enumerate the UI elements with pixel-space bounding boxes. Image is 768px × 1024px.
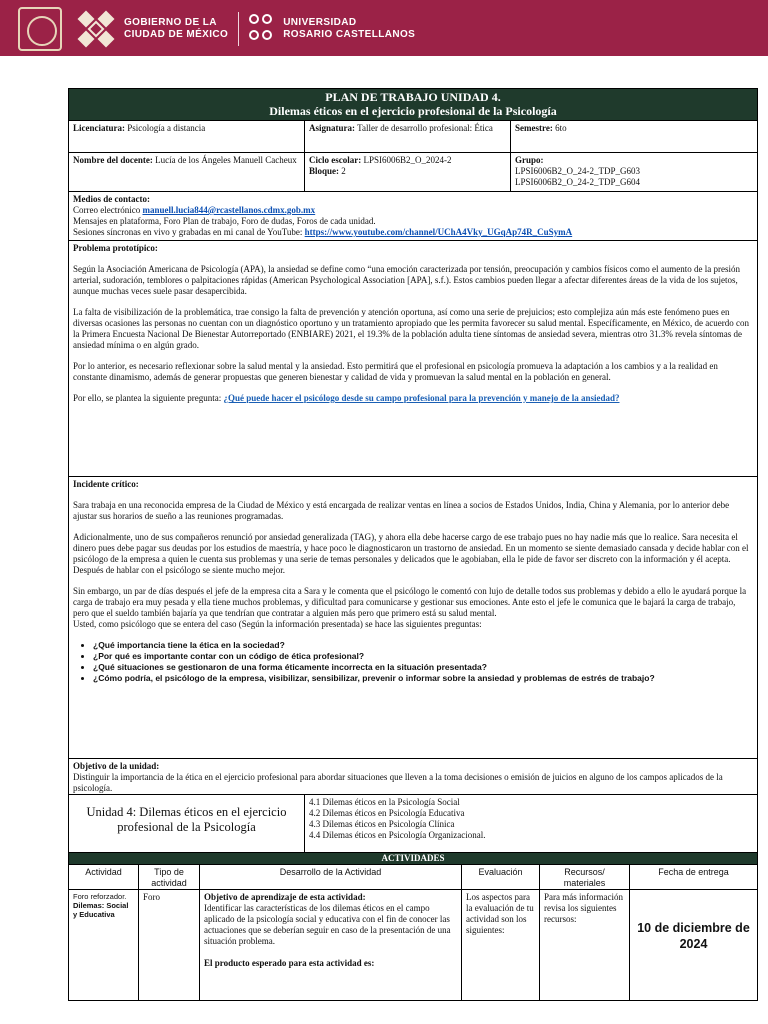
objetivo-text: Distinguir la importancia de la ética en el ejercicio profesional para abordar situaciones que lleven a la toma decisiones o emisión de juicios en alguno de los campos aplicados de la psicología. (73, 772, 723, 793)
col-desarrollo: Desarrollo de la Actividad (200, 865, 462, 889)
preguntas-list (73, 640, 753, 684)
medios-label: Medios de contacto: (73, 194, 150, 204)
incidente-paragraph-4: Usted, como psicólogo que se entera del caso (Según la información presentada) se hace las siguientes preguntas: (73, 619, 482, 629)
actividad-recursos: Para más información revisa los siguientes recursos: (540, 890, 630, 1000)
plan-title (69, 89, 757, 121)
incidente-cell (69, 477, 757, 758)
gov-logo (18, 7, 415, 51)
actividad-objetivo-label: Objetivo de aprendizaje de esta actividad: (204, 892, 366, 902)
unidad-row (69, 795, 757, 853)
semestre-cell (511, 121, 757, 152)
asignatura-cell (305, 121, 511, 152)
actividad-producto: El producto esperado para esta actividad es: (204, 958, 375, 968)
youtube-link[interactable]: https://www.youtube.com/channel/UChA4Vky_UGqAp74R_CuSymA (304, 227, 573, 237)
col-tipo: Tipo de actividad (139, 865, 200, 889)
ciclo-value: LPSI6006B2_O_2024-2 (363, 155, 452, 165)
asignatura-label: Asignatura: (309, 123, 356, 133)
tema-item: 4.4 Dilemas éticos en Psicología Organizacional. (309, 830, 486, 840)
info-row-2 (69, 153, 757, 192)
tema-item: 4.2 Dilemas éticos en Psicología Educativa (309, 808, 465, 818)
univ-line2: ROSARIO CASTELLANOS (283, 29, 416, 40)
plan-title-line2: Dilemas éticos en el ejercicio profesional de la Psicología (269, 104, 557, 118)
problema-row (69, 241, 757, 477)
col-actividad: Actividad (69, 865, 139, 889)
actividad-row (69, 890, 757, 1000)
univ-line1: UNIVERSIDAD (283, 17, 357, 28)
incidente-paragraph-3: Sin embargo, un par de días después el jefe de la empresa cita a Sara y le comenta que el psicólogo le comentó con lujo de detalle todos sus problemas y debido a ello le ayudará porque la carga de trabajo era muy pesada y ella tiene muchos problemas, y dificultad para comunicarse y gestionar sus emociones. Ante esto el jefe le comunica que le bajará la carga de trabajo, pero que el sueldo también bajaría ya que tendrían que contratar a alguien más pero que primero está su salud mental. (73, 586, 747, 618)
university-logo-text (283, 17, 415, 41)
actividad-cell (69, 890, 139, 1000)
incidente-paragraph-1: Sara trabaja en una reconocida empresa de la Ciudad de México y está encargada de realizar ventas en línea a socios de Estados Unidos, India, China y Alemania, por lo anterior debe ajustar sus horarios de sueño a las reuniones programadas. (73, 500, 730, 521)
semestre-label: Semestre: (515, 123, 553, 133)
mensajes-text: Mensajes en plataforma, Foro Plan de trabajo, Foro de dudas, Foros de cada unidad. (73, 216, 376, 226)
problema-cell (69, 241, 757, 476)
actividades-columns (69, 865, 757, 890)
actividad-tipo: Foro (139, 890, 200, 1000)
incidente-row (69, 477, 757, 759)
actividad-objetivo: Identificar las características de los dilemas éticos en el campo aplicado de la psicología social y educativa con el fin de conocer las actuaciones que se deberían seguir en caso de la presentación de una situación problema. (204, 903, 451, 946)
problema-question: ¿Qué puede hacer el psicólogo desde su campo profesional para la prevención y manejo de la ansiedad? (223, 393, 620, 403)
docente-value: Lucía de los Ángeles Manuell Cacheux (155, 155, 297, 165)
actividades-header: ACTIVIDADES (69, 853, 757, 865)
bloque-value: 2 (341, 166, 346, 176)
contact-cell (69, 192, 757, 240)
header-banner (0, 0, 768, 56)
contact-row (69, 192, 757, 241)
correo-label: Correo electrónico (73, 205, 141, 215)
asignatura-value: Taller de desarrollo profesional: Ética (357, 123, 493, 133)
email-link[interactable]: manuell.lucia844@rcastellanos.cdmx.gob.mx (142, 205, 316, 215)
grupo-value-2: LPSI6006B2_O_24-2_TDP_G604 (515, 177, 641, 187)
problema-question-lead: Por ello, se plantea la siguiente pregunta: (73, 393, 222, 403)
objetivo-row (69, 759, 757, 795)
grupo-label: Grupo: (515, 155, 544, 165)
university-emblem-icon (249, 14, 275, 44)
problema-paragraph-1: Según la Asociación Americana de Psicología (APA), la ansiedad se define como “una emoción caracterizada por tensión, preocupación y cambios físicos como el aumento de la presión arterial, sudoración, temblores o palpitaciones rápidas (American Psychological Association [APA], s.f.). Estos cambios pueden llegar a afectar diferentes áreas de la vida de los sujetos, aunque muchas veces suele pasar desapercibida. (73, 264, 740, 296)
temas-cell (305, 795, 757, 852)
pregunta-item: • ¿Por qué es importante contar con un código de ética profesional? (93, 651, 753, 662)
licenciatura-value: Psicología a distancia (127, 123, 206, 133)
grupo-cell (511, 153, 757, 191)
gov-line2: CIUDAD DE MÉXICO (124, 29, 229, 40)
info-row-1 (69, 121, 757, 153)
sesiones-label: Sesiones síncronas en vivo y grabadas en mi canal de YouTube: (73, 227, 303, 237)
ciclo-cell (305, 153, 511, 191)
objetivo-cell (69, 759, 757, 794)
problema-paragraph-2: La falta de visibilización de la problemática, trae consigo la falta de prevención y atención oportuna, así como una serie de prejuicios; esto complejiza aún más este fenómeno pues en diversas ocasiones las personas no cuentan con un diagnóstico oportuno y un tratamiento apropiado que les permita favorecer su salud mental. Específicamente, en México, de acuerdo con la Primera Encuesta Nacional De Bienestar Autorreportado (ENBIARE) 2021, el 19.3% de la población adulta tiene síntomas de ansiedad severa, mientras otro 31.3% revela síntomas de ansiedad mínima o en algún grado. (73, 307, 750, 350)
incidente-label: Incidente crítico: (73, 479, 139, 489)
plan-title-line1: PLAN DE TRABAJO UNIDAD 4. (325, 90, 501, 104)
pregunta-item: • ¿Qué situaciones se gestionaron de una forma éticamente incorrecta en la situación presentada? (93, 662, 753, 673)
cdmx-seal-icon (18, 7, 62, 51)
pregunta-item: • ¿Qué importancia tiene la ética en la sociedad? (93, 640, 753, 651)
tema-item: 4.3 Dilemas éticos en Psicología Clínica (309, 819, 455, 829)
tema-item: 4.1 Dilemas éticos en la Psicología Social (309, 797, 460, 807)
gov-line1: GOBIERNO DE LA (124, 17, 217, 28)
incidente-paragraph-2: Adicionalmente, uno de sus compañeros renunció por ansiedad generalizada (TAG), y ahora ella debe hacerse cargo de ese trabajo pues no hay nadie más que lo realice. Sara necesita el dinero pues debe pagar sus deudas por los estudios de maestría, y hace poco le diagnosticaron un trastorno de ansiedad. En un momento se siente demasiado cansada y decide hablar con el psicólogo de la empresa a quien le cuenta sus problemas y una serie de temas personales y delicados que le agobiaban, ella le pide de favor ser discreto con la información y él acepta. Después de hablar con el psicólogo se siente mucho mejor. (73, 532, 749, 575)
grupo-value-1: LPSI6006B2_O_24-2_TDP_G603 (515, 166, 641, 176)
bloque-label: Bloque: (309, 166, 340, 176)
col-fecha: Fecha de entrega (658, 867, 729, 877)
ciclo-label: Ciclo escolar: (309, 155, 362, 165)
actividad-name: Foro reforzador. (73, 892, 127, 901)
docente-label: Nombre del docente: (73, 155, 153, 165)
semestre-value: 6to (555, 123, 567, 133)
problema-paragraph-3: Por lo anterior, es necesario reflexionar sobre la salud mental y la ansiedad. Esto permitirá que el profesional en psicología promueva la adaptación a los cambios y a la realidad en constante dinamismo, además de generar propuestas que generen bienestar y calidad de vida y promuevan la salud mental en la población en general. (73, 361, 718, 382)
licenciatura-cell (69, 121, 305, 152)
unidad-title: Unidad 4: Dilemas éticos en el ejercicio profesional de la Psicología (69, 795, 305, 852)
logo-divider (238, 12, 239, 46)
actividad-name-bold: Dilemas: Social y Educativa (73, 901, 129, 919)
objetivo-label: Objetivo de la unidad: (73, 761, 160, 771)
work-plan-table (68, 88, 758, 1001)
col-evaluacion: Evaluación (462, 865, 540, 889)
actividad-evaluacion: Los aspectos para la evaluación de tu actividad son los siguientes: (462, 890, 540, 1000)
cdmx-emblem-icon (76, 9, 116, 49)
problema-label: Problema prototípico: (73, 243, 158, 253)
col-recursos: Recursos/ materiales (540, 865, 630, 889)
docente-cell (69, 153, 305, 191)
actividad-fecha: 10 de diciembre de 2024 (637, 921, 750, 951)
pregunta-item: • ¿Cómo podría, el psicólogo de la empresa, visibilizar, sensibilizar, prevenir o informar sobre la ansiedad y problemas de estrés de trabajo? (93, 673, 753, 684)
gov-logo-text (124, 17, 228, 41)
actividad-desarrollo (200, 890, 462, 1000)
licenciatura-label: Licenciatura: (73, 123, 125, 133)
